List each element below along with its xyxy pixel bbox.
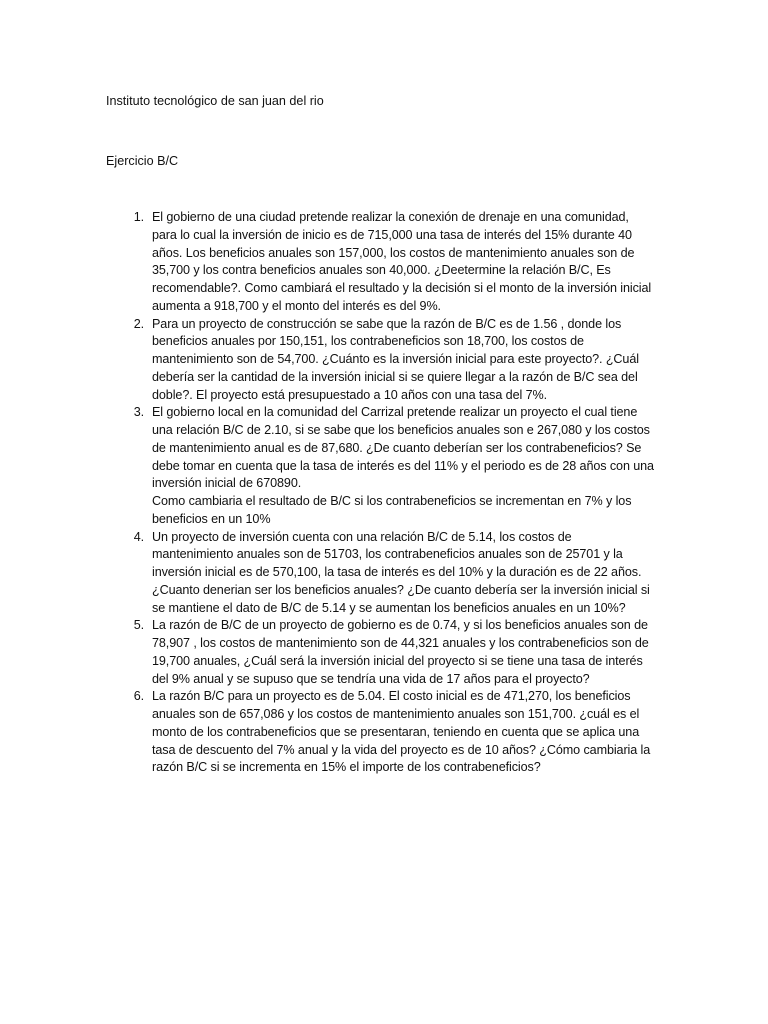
problem-text-line: mantenimiento anuales son de 51703, los contrabeneficios anuales son de 25701 y la <box>152 547 623 562</box>
problem-text-line: del 9% anual y se supuso que se tendría una vida de 17 años para el proyecto? <box>152 671 590 686</box>
problem-text-line: 35,700 y los contra beneficios anuales son 40,000. ¿Deetermine la relación B/C, Es <box>152 263 611 278</box>
problem-item <box>130 529 670 618</box>
problem-text-line: 19,700 anuales, ¿Cuál será la inversión inicial del proyecto si se tiene una tasa de interés <box>152 653 643 668</box>
problem-number: 6. <box>133 689 144 704</box>
problem-text-line: El gobierno local en la comunidad del Carrizal pretende realizar un proyecto el cual tiene <box>152 405 638 420</box>
problem-text-line: El gobierno de una ciudad pretende realizar la conexión de drenaje en una comunidad, <box>152 210 629 224</box>
problem-text-line: Un proyecto de inversión cuenta con una relación B/C de 5.14, los costos de <box>152 529 572 544</box>
problem-text-line: mantenimiento son de 54,700. ¿Cuánto es la inversión inicial para este proyecto?. ¿Cuál <box>152 352 639 366</box>
problem-text-line: inversión inicial de 670890. <box>152 476 302 491</box>
problem-item <box>130 316 670 405</box>
institute-name: Instituto tecnológico de san juan del rio <box>106 94 324 108</box>
problem-text-line: inversión inicial es de 570,100, la tasa de interés es del 10% y la duración es de 22 años. <box>152 565 642 579</box>
exercise-title: Ejercicio B/C <box>106 154 179 168</box>
problem-text-line: de mantenimiento anual es de 87,680. ¿De cuanto deberían ser los contrabeneficios? Se <box>152 440 642 455</box>
problem-number: 5. <box>133 618 144 633</box>
problem-text-line: tasa de descuento del 7% anual y la vida del proyecto es de 10 años? ¿Cómo cambiaria la <box>152 742 651 757</box>
problem-item <box>130 209 670 316</box>
problem-number: 3. <box>133 405 144 420</box>
problem-text-line: debería ser la cantidad de la inversión inicial si se quiere llegar a la razón de B/C sea del <box>152 369 638 384</box>
problem-text-line: beneficios anuales por 150,151, los contrabeneficios son 18,700, los costos de <box>152 334 584 349</box>
problem-text-line: 78,907 , los costos de mantenimiento son de 44,321 anuales y los contrabeneficios son de <box>152 636 649 650</box>
problem-text-line: anuales son de 657,086 y los costos de mantenimiento anuales son 151,700. ¿cuál es el <box>152 707 640 721</box>
problem-number: 4. <box>133 529 144 544</box>
problem-text-line: ¿Cuanto denerian ser los beneficios anuales? ¿De cuanto debería ser la inversión inicial si <box>152 582 650 597</box>
problem-text-line: Para un proyecto de construcción se sabe que la razón de B/C es de 1.56 , donde los <box>152 316 622 331</box>
problem-text-line: monto de los contrabeneficios que se presentaran, teniendo en cuenta que se aplica una <box>152 724 640 739</box>
problem-text-line: debe tomar en cuenta que la tasa de interés es del 11% y el periodo es de 28 años con una <box>152 458 654 473</box>
problem-text-line: La razón de B/C de un proyecto de gobierno es de 0.74, y si los beneficios anuales son de <box>152 618 648 633</box>
problem-text-line: Como cambiaria el resultado de B/C si los contrabeneficios se incrementan en 7% y los <box>152 494 632 508</box>
problem-item <box>130 404 670 528</box>
problem-text-line: La razón B/C para un proyecto es de 5.04. El costo inicial es de 471,270, los beneficios <box>152 689 631 704</box>
problem-text-line: se mantiene el dato de B/C de 5.14 y se aumentan los beneficios anuales en un 10%? <box>152 600 626 615</box>
problem-item <box>130 688 670 777</box>
problem-text-line: doble?. El proyecto está presupuestado a 10 años con una tasa del 7%. <box>152 387 547 402</box>
problem-number: 1. <box>133 210 144 224</box>
problem-list <box>130 209 670 777</box>
problem-text-line: aumenta a 918,700 y el monto del interés es del 9%. <box>152 298 441 313</box>
problem-text-line: razón B/C si se incrementa en 15% el importe de los contrabeneficios? <box>152 760 541 775</box>
problem-text-line: una relación B/C de 2.10, si se sabe que los beneficios anuales son e 267,080 y los costos <box>152 423 650 437</box>
problem-number: 2. <box>133 316 144 331</box>
problem-text-line: recomendable?. Como cambiará el resultado y la decisión si el monto de la inversión inicial <box>152 281 652 295</box>
problem-text-line: beneficios en un 10% <box>152 511 271 526</box>
problem-text-line: para lo cual la inversión de inicio es de 715,000 una tasa de interés del 15% durante 40 <box>152 227 632 242</box>
problem-item <box>130 617 670 688</box>
problem-text-line: años. Los beneficios anuales son 157,000, los costos de mantenimiento anuales son de <box>152 245 635 260</box>
